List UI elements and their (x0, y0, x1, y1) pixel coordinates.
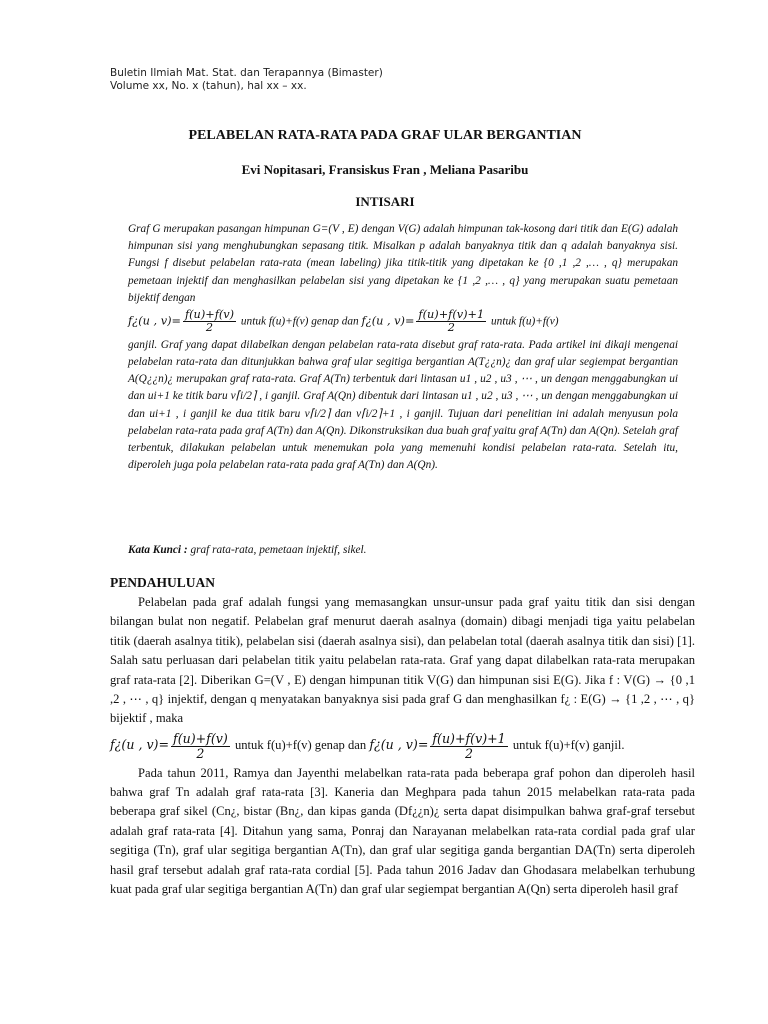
paper-title: PELABELAN RATA-RATA PADA GRAF ULAR BERGANTIAN (188, 128, 582, 143)
eq-tail-text: untuk f(u)+f(v) ganjil. (509, 738, 625, 753)
fraction-denominator: 2 (205, 321, 214, 335)
formula-lhs: f¿(u , v)= (128, 314, 181, 328)
journal-header (110, 67, 383, 93)
abstract-para-2: ganjil. Graf yang dapat dilabelkan dengan pelabelan rata-rata disebut graf rata-rata. Pada artikel ini dikaji mengenai pelabelan rata-rata dan ditunjukkan bahwa graf ular segitiga bergantian A(T¿¿n)¿ dan graf ular segiempat bergantian A(Q¿¿n)¿ merupakan graf rata-rata. Graf A(Tn) terbentuk dari lintasan u1 , u2 , u3 , ⋯ , un dengan menggabungkan ui dan ui+1 ke titik baru v⌈i/2⌉ , i ganjil. Graf A(Qn) dibentuk dari lintasan u1 , u2 , u3 , ⋯ , un dengan menggabungkan ui dan ui+1 , i ganjil ke dua titik baru v⌈i/2⌉ dan v⌈i/2⌉+1 , i ganjil. Tujuan dari penelitian ini adalah menyusun pola pelabelan rata-rata pada graf A(Tn) dan A(Qn). Dikonstruksikan dua buah graf yaitu graf A(Tn) dan A(Qn). Setelah graf terbentuk, dilakukan pelabelan untuk menemukan pola yang memenuhi kondisi pelabelan rata-rata. Setelah itu, diperoleh juga pola pelabelan rata-rata pada graf A(Tn) dan A(Qn). (128, 338, 678, 472)
abstract-heading: INTISARI (355, 194, 415, 209)
abstract (128, 221, 678, 474)
formula-lhs-2: f¿(u , v)= (361, 314, 415, 328)
volume-info: Volume xx, No. x (tahun), hal xx – xx. (110, 80, 307, 92)
eq-fraction-odd (430, 732, 507, 761)
formula-fraction-odd (416, 309, 486, 335)
eq-denominator: 2 (196, 745, 205, 761)
author-list: Evi Nopitasari, Fransiskus Fran , Meliana Pasaribu (241, 162, 529, 177)
eq-lhs: f¿(u , v)= (110, 737, 170, 753)
formula-mid-text: untuk f(u)+f(v) genap dan (238, 315, 362, 328)
section-heading-pendahuluan: PENDAHULUAN (110, 575, 216, 590)
keywords-label: Kata Kunci : (128, 544, 188, 556)
eq-denominator-2: 2 (465, 745, 474, 761)
abstract-para-1: Graf G merupakan pasangan himpunan G=(V , E) dengan V(G) adalah himpunan tak-kosong dari titik dan E(G) adalah himpunan sisi yang menghubungkan sepasang titik. Misalkan p adalah banyaknya titik dan q adalah banyaknya sisi. Fungsi f disebut pelabelan rata-rata (mean labeling) jika titik-titik yang dipetakan ke {0 ,1 ,2 ,… , q} merupakan pemetaan injektif dan menghasilkan pelabelan sisi yang dipetakan ke {1 ,2 ,… , q} yang merupakan suatu pemetaan bijektif dengan (128, 223, 678, 304)
eq-mid-text: untuk f(u)+f(v) genap dan (231, 738, 370, 753)
journal-name: Buletin Ilmiah Mat. Stat. dan Terapannya (Bimaster) (110, 67, 383, 79)
eq-numerator: f(u)+f(v) (173, 730, 228, 746)
body-para-1: Pelabelan pada graf adalah fungsi yang memasangkan unsur-unsur pada graf yaitu titik dan sisi dengan bilangan bulat non negatif. Pelabelan graf menurut daerah asalnya (domain) dibagi menjadi tiga yaitu pelabelan titik (daerah asalnya titik), pelabelan sisi (daerah asalnya sisi), dan pelabelan total (daerah asalnya titik dan sisi) [1]. Salah satu perluasan dari pelabelan titik yaitu pelabelan rata-rata. Graf yang dapat dilabelkan rata-rata merupakan graf rata-rata [2]. Diberikan G=(V , E) dengan himpunan titik V(G) dan himpunan sisi E(G). Jika f : V(G) → {0 ,1 ,2 , ⋯ , q} injektif, dengan q menyatakan banyaknya sisi pada graf G dan menghasilkan f¿ : E(G) → {1 ,2 , ⋯ , q} bijektif , maka (110, 595, 695, 726)
keywords-text: graf rata-rata, pemetaan injektif, sikel. (187, 544, 367, 556)
eq-numerator-2: f(u)+f(v)+1 (432, 730, 506, 746)
keywords (128, 544, 678, 556)
body-para-2: Pada tahun 2011, Ramya dan Jayenthi melabelkan rata-rata pada beberapa graf pohon dan diperoleh hasil bahwa graf Tn adalah graf rata-rata [3]. Kaneria dan Meghpara pada tahun 2015 melabelkan rata-rata pada beberapa graf sikel (Cn¿, bistar (Bn¿, dan kipas ganda (Df¿¿n)¿ serta dapat disimpulkan bahwa graf-graf tersebut adalah graf rata-rata [4]. Ditahun yang sama, Ponraj dan Narayanan melabelkan rata-rata cordial pada graf ular segitiga (Tn), graf ular segitiga bergantian A(Tn), dan graf ular segitiga ganda bergantian DA(Tn) serta diperoleh hasil graf tersebut adalah graf rata-rata cordial [5]. Pada tahun 2016 Jadav dan Ghodasara melabelkan terhubung kuat pada graf ular segitiga bergantian A(Tn) dan graf ular segiempat bergantian A(Qn) serta diperoleh hasil graf (110, 765, 695, 896)
fraction-denominator-2: 2 (447, 321, 455, 335)
formula-fraction-even (183, 309, 236, 335)
abstract-formula-line (128, 309, 678, 335)
fraction-numerator: f(u)+f(v) (184, 308, 235, 322)
eq-lhs-2: f¿(u , v)= (369, 737, 429, 753)
eq-fraction-even (171, 732, 230, 761)
formula-tail-text: untuk f(u)+f(v) (488, 315, 559, 328)
body-text (110, 593, 695, 899)
fraction-numerator-2: f(u)+f(v)+1 (418, 308, 485, 322)
body-equation-line (110, 732, 695, 761)
